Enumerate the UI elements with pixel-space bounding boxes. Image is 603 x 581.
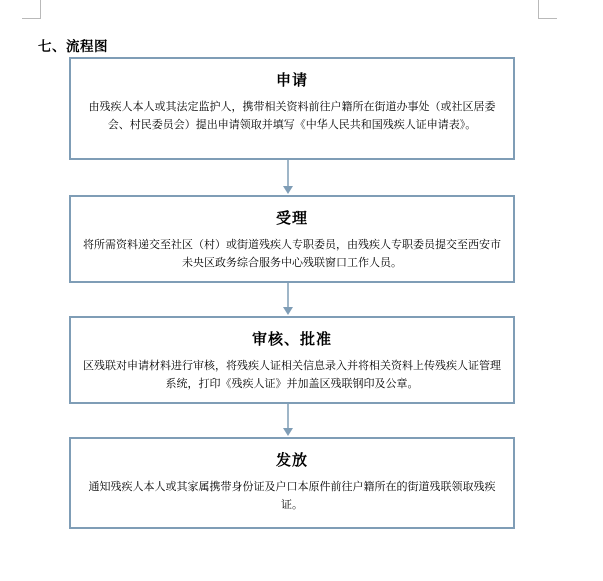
page-corner-mark-top-right [538, 0, 557, 19]
step-description: 将所需资料递交至社区（村）或街道残疾人专职委员，由残疾人专职委员提交至西安市未央区政务综合服务中心残联窗口工作人员。 [83, 238, 501, 269]
section-heading: 七、流程图 [38, 39, 108, 55]
page-corner-mark-top-left [22, 0, 41, 19]
step-title: 发放 [275, 451, 308, 469]
step-title: 审核、批准 [251, 330, 332, 348]
step-description: 由残疾人本人或其法定监护人，携带相关资料前往户籍所在街道办事处（或社区居委会、村民委员会）提出申请领取并填写《中华人民共和国残疾人证申请表》。 [88, 100, 496, 131]
flow-step-apply [69, 57, 515, 160]
flow-step-issue [69, 437, 515, 529]
flow-arrow-down-icon [281, 404, 295, 437]
step-title: 申请 [275, 71, 308, 89]
step-title: 受理 [275, 209, 308, 227]
flow-step-review-approve [69, 316, 515, 404]
step-description: 区残联对申请材料进行审核，将残疾人证相关信息录入并将相关资料上传残疾人证管理系统，打印《残疾人证》并加盖区残联钢印及公章。 [83, 359, 501, 390]
flow-arrow-down-icon [281, 283, 295, 316]
flow-arrow-down-icon [281, 160, 295, 195]
step-description: 通知残疾人本人或其家属携带身份证及户口本原件前往户籍所在的街道残联领取残疾证。 [88, 480, 496, 511]
flow-step-accept [69, 195, 515, 283]
